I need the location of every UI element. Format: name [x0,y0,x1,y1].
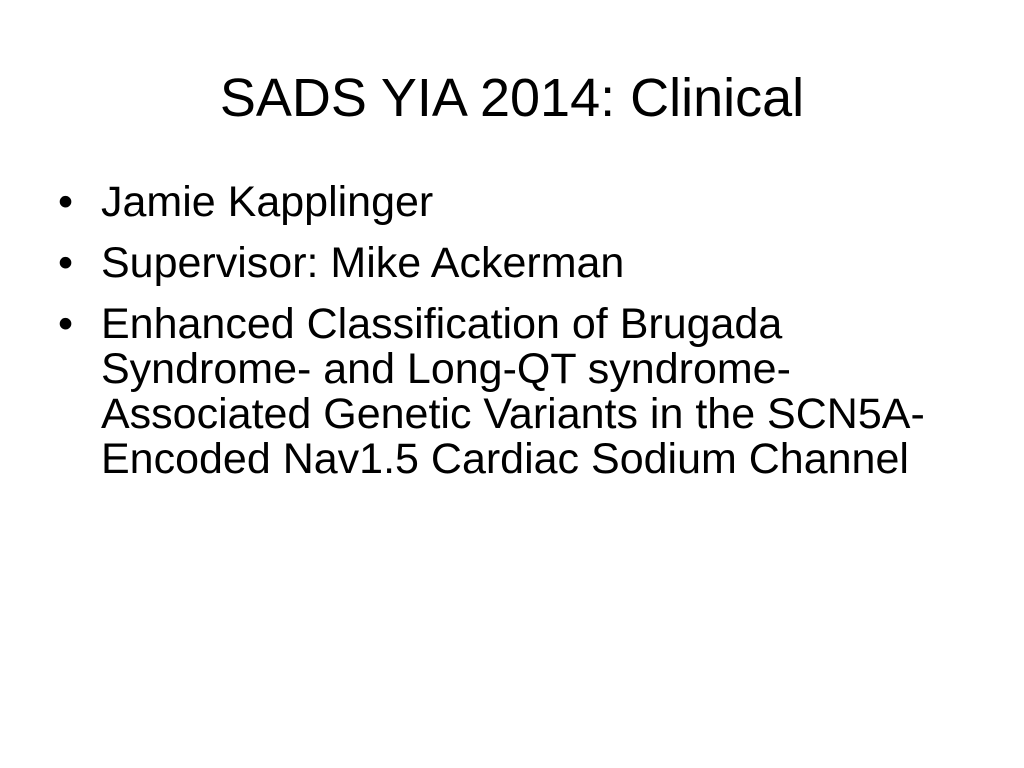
bullet-text-supervisor: Supervisor: Mike Ackerman [101,239,625,287]
bullet-item-project-title [58,302,958,482]
slide-title: SADS YIA 2014: Clinical [219,68,805,128]
bullet-dot-icon: • [58,178,74,226]
bullet-item-presenter [58,180,958,225]
bullet-dot-icon: • [58,239,74,287]
bullet-dot-icon: • [58,300,74,348]
bullet-list [58,180,958,498]
bullet-text-project-title: Enhanced Classification of Brugada Syndrome- and Long-QT syndrome-Associated Genetic Variants in the SCN5A-Encoded Nav1.5 Cardiac Sodium Channel [101,300,925,483]
bullet-text-presenter: Jamie Kapplinger [101,178,434,226]
bullet-item-supervisor [58,241,958,286]
